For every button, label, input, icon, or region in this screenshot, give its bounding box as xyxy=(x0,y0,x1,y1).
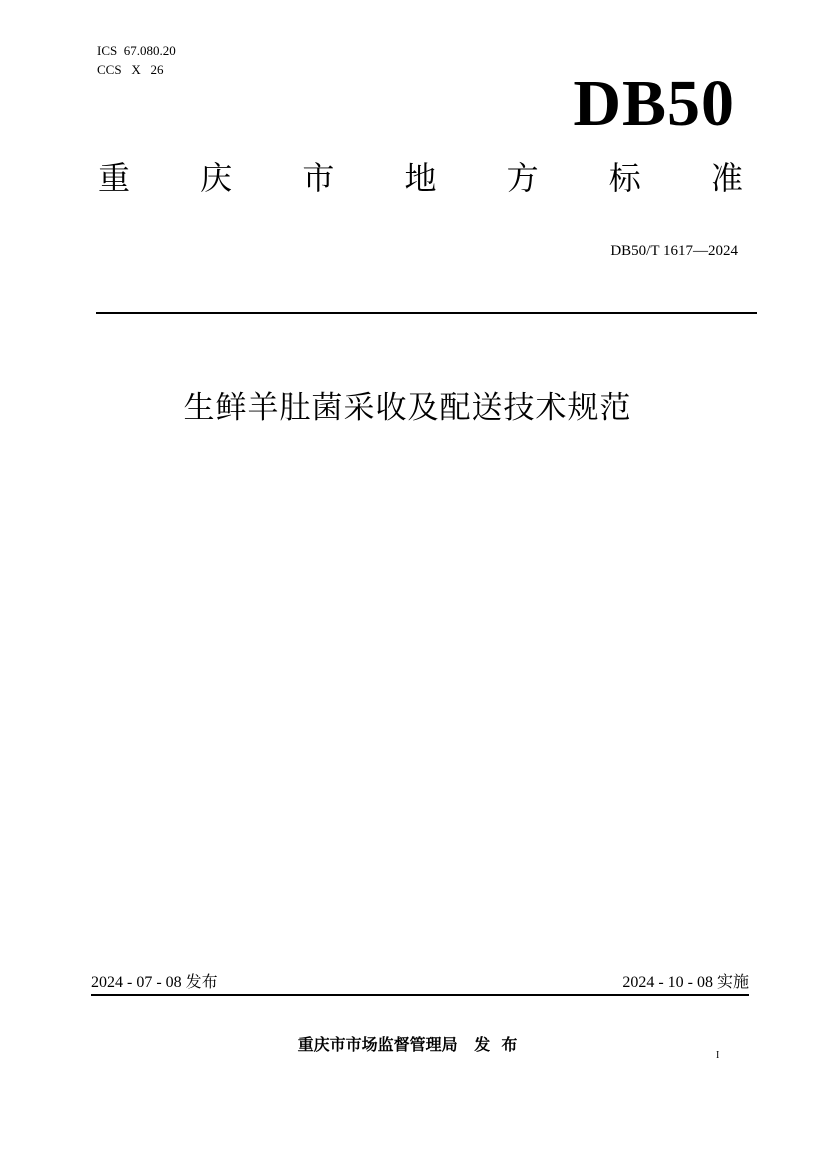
standard-number: DB50/T 1617—2024 xyxy=(610,243,738,259)
ics-code: ICS 67.080.20 xyxy=(97,43,176,58)
publisher: 重庆市市场监督管理局 发 布 xyxy=(297,1035,518,1054)
standard-type-heading xyxy=(98,158,743,198)
implementation-date: 2024 - 10 - 08 实施 xyxy=(622,974,749,991)
top-divider xyxy=(96,312,757,314)
standard-type-char: 地 xyxy=(404,159,437,197)
standard-type-char: 市 xyxy=(302,159,335,197)
bottom-divider xyxy=(91,994,749,996)
page-number: I xyxy=(716,1050,720,1061)
standard-type-char: 标 xyxy=(608,159,641,197)
standard-type-char: 庆 xyxy=(200,159,233,197)
standard-type-char: 方 xyxy=(506,159,539,197)
document-title: 生鲜羊肚菌采收及配送技术规范 xyxy=(183,390,632,426)
ccs-code: CCS X 26 xyxy=(97,62,164,77)
db50-logo: DB50 xyxy=(573,67,735,140)
standard-type-char: 重 xyxy=(98,159,131,197)
release-date: 2024 - 07 - 08 发布 xyxy=(91,974,218,991)
standard-type-char: 准 xyxy=(710,159,743,197)
